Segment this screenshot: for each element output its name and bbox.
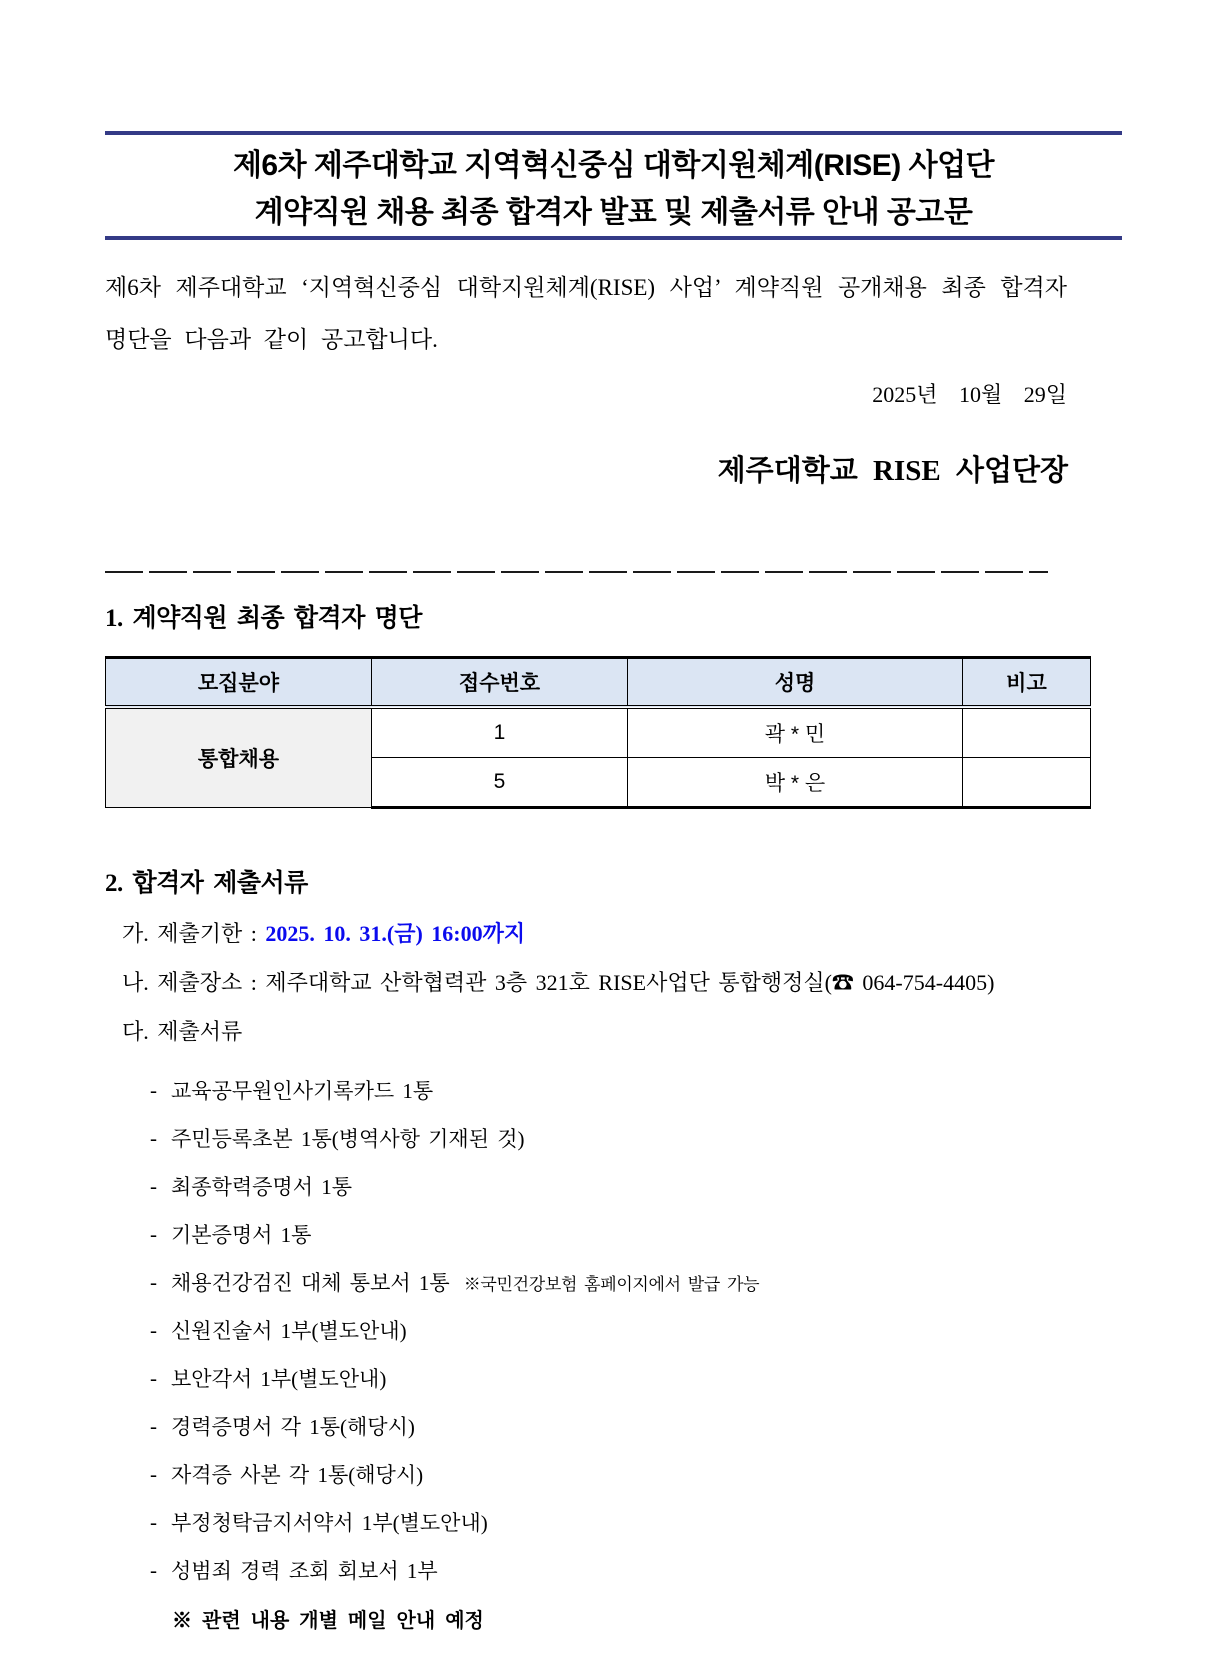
table-row <box>106 707 1091 758</box>
col-header-field: 모집분야 <box>106 658 372 708</box>
documents-label: 다. 제출서류 <box>122 1019 243 1044</box>
list-item-text: 자격증 사본 각 1통(해당시) <box>171 1463 424 1487</box>
col-header-number: 접수번호 <box>371 658 627 708</box>
location-value: 제주대학교 산학협력관 3층 321호 RISE사업단 통합행정실(☎ 064-754-4405) <box>265 970 995 995</box>
title-bottom-rule <box>105 236 1122 240</box>
location-label: 나. 제출장소 : <box>122 970 266 995</box>
name-cell: 곽 * 민 <box>628 707 963 758</box>
title-line-2: 계약직원 채용 최종 합격자 발표 및 제출서류 안내 공고문 <box>254 196 973 229</box>
number-cell: 5 <box>371 758 627 808</box>
dash-bullet: - <box>150 1413 157 1438</box>
list-item-text: 경력증명서 각 1통(해당시) <box>171 1415 415 1439</box>
list-item-note: ※국민건강보험 홈페이지에서 발급 가능 <box>463 1274 760 1294</box>
category-cell: 통합채용 <box>106 707 372 808</box>
list-item-text: 교육공무원인사기록카드 1통 <box>171 1079 434 1103</box>
location-line <box>122 966 994 997</box>
list-item <box>150 1450 1130 1498</box>
dash-bullet: - <box>150 1173 157 1198</box>
dash-bullet: - <box>150 1077 157 1102</box>
list-item <box>150 1498 1130 1546</box>
deadline-line <box>122 917 525 948</box>
note-cell <box>962 707 1090 758</box>
list-item <box>150 1402 1130 1450</box>
title-line-1: 제6차 제주대학교 지역혁신중심 대학지원체계(RISE) 사업단 <box>232 149 995 182</box>
list-item-text: 기본증명서 1통 <box>171 1223 312 1247</box>
list-item <box>150 1258 1130 1306</box>
document-list <box>150 1066 1130 1594</box>
col-header-note: 비고 <box>962 658 1090 708</box>
table-header-row <box>106 658 1091 708</box>
col-header-name: 성명 <box>628 658 963 708</box>
dash-bullet: - <box>150 1461 157 1486</box>
list-item <box>150 1546 1130 1594</box>
dash-bullet: - <box>150 1125 157 1150</box>
intro-paragraph: 제6차 제주대학교 ‘지역혁신중심 대학지원체계(RISE) 사업’ 계약직원 공개채용 최종 합격자 명단을 다음과 같이 공고합니다. <box>105 275 1067 352</box>
successful-candidates-table <box>105 656 1091 809</box>
list-item <box>150 1162 1130 1210</box>
list-item-text: 신원진술서 1부(별도안내) <box>171 1319 407 1343</box>
dash-bullet: - <box>150 1509 157 1534</box>
announcement-date: 2025년 10월 29일 <box>872 382 1067 407</box>
note-cell <box>962 758 1090 808</box>
dash-bullet: - <box>150 1365 157 1390</box>
name-cell: 박 * 은 <box>628 758 963 808</box>
list-item-text: 주민등록초본 1통(병역사항 기재된 것) <box>171 1127 525 1151</box>
final-note: ※ 관련 내용 개별 메일 안내 예정 <box>172 1610 484 1632</box>
list-item-text: 부정청탁금지서약서 1부(별도안내) <box>171 1511 488 1535</box>
section1-heading: 1. 계약직원 최종 합격자 명단 <box>105 605 422 632</box>
deadline-label: 가. 제출기한 : <box>122 921 266 946</box>
list-item <box>150 1306 1130 1354</box>
list-item-text: 최종학력증명서 1통 <box>171 1175 353 1199</box>
dash-bullet: - <box>150 1317 157 1342</box>
list-item <box>150 1354 1130 1402</box>
list-item <box>150 1114 1130 1162</box>
signer: 제주대학교 RISE 사업단장 <box>717 455 1068 487</box>
list-item <box>150 1210 1130 1258</box>
list-item-text: 성범죄 경력 조회 회보서 1부 <box>171 1559 438 1583</box>
dash-bullet: - <box>150 1557 157 1582</box>
section-divider <box>105 571 1048 573</box>
dash-bullet: - <box>150 1221 157 1246</box>
number-cell: 1 <box>371 707 627 758</box>
list-item-text: 보안각서 1부(별도안내) <box>171 1367 387 1391</box>
document-title <box>105 142 1122 236</box>
section2-heading: 2. 합격자 제출서류 <box>105 870 308 897</box>
title-top-rule <box>105 131 1122 135</box>
list-item <box>150 1066 1130 1114</box>
deadline-value: 2025. 10. 31.(금) 16:00까지 <box>265 921 526 946</box>
list-item-text: 채용건강검진 대체 통보서 1통 <box>171 1271 450 1295</box>
dash-bullet: - <box>150 1269 157 1294</box>
